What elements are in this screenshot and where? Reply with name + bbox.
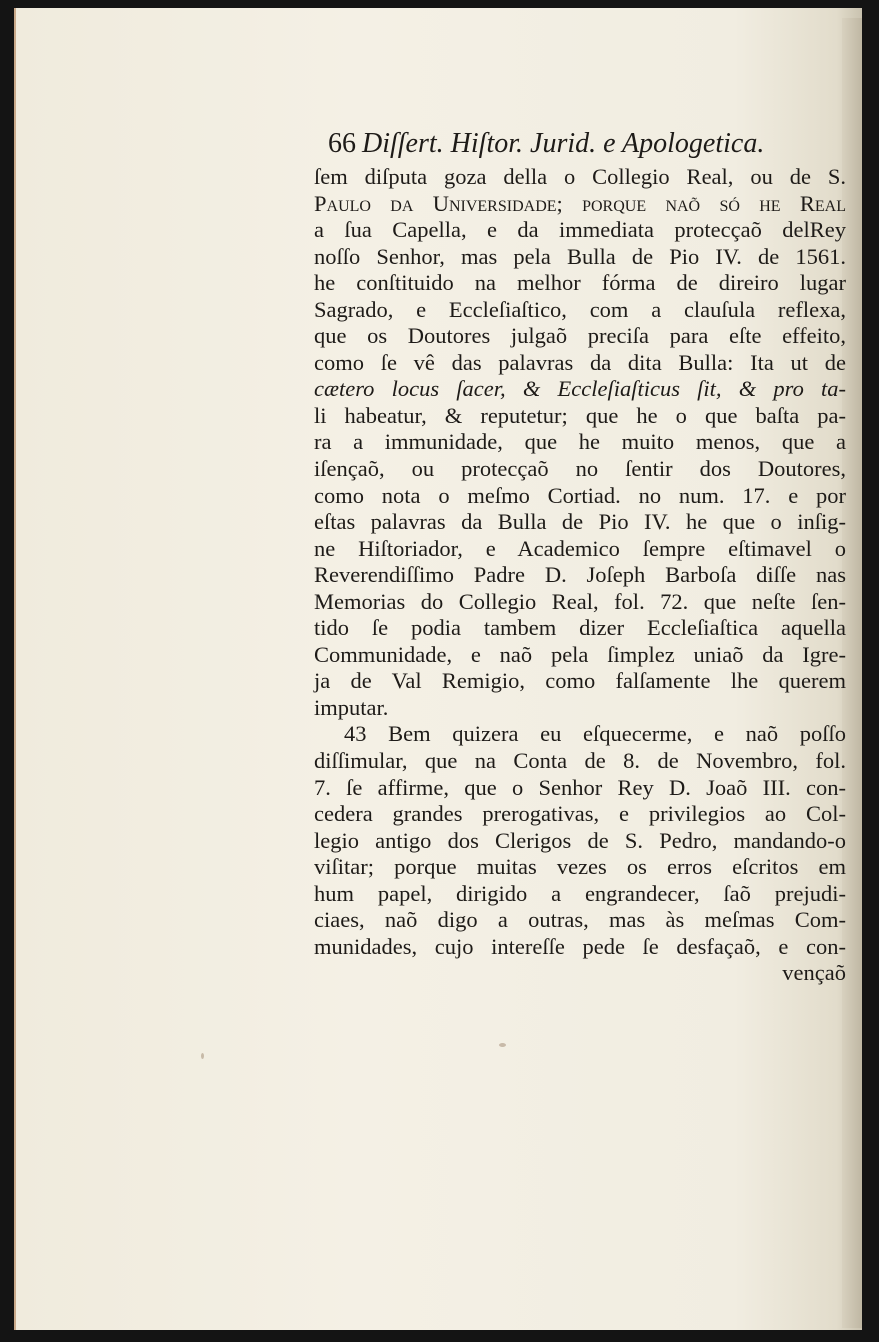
text-line: 43 Bem quizera eu eſquecerme, e naõ poſſo [344,721,846,747]
text-line: eſtas palavras da Bulla de Pio IV. he que o inſig- [314,509,846,535]
text-line: Memorias do Collegio Real, fol. 72. que neſte ſen- [314,588,846,614]
text-line: cedera grandes prerogativas, e privilegios ao Col- [314,801,846,827]
text-line: he conſtituido na melhor fórma de direiro lugar [314,270,846,296]
text-line: ja de Val Remigio, como falſamente lhe querem [314,668,846,694]
text-line: noſſo Senhor, mas pela Bulla de Pio IV. de 1561. [314,243,846,269]
text-line: Reverendiſſimo Padre D. Joſeph Barboſa diſſe nas [314,562,846,588]
text-line: Sagrado, e Eccleſiaſtico, com a clauſula reflexa, [314,296,846,322]
text-line: como ſe vê das palavras da dita Bulla: Ita ut de [314,349,846,375]
text-line: munidades, cujo intereſſe pede ſe desfaçaõ, e con- [314,933,846,959]
text-line: Communidade, e naõ pela ſimplez uniaõ da Igre- [314,641,846,667]
text-line: ra a immunidade, que he muito menos, que a [314,429,846,455]
text-line: imputar. [314,694,389,720]
text-line: como nota o meſmo Cortiad. no num. 17. e por [314,482,846,508]
text-line: viſitar; porque muitas vezes os erros eſcritos em [314,854,846,880]
text-line: hum papel, dirigido a engrandecer, ſaõ prejudi- [314,880,846,906]
catchword: vençaõ [782,960,846,986]
running-title: Diſſert. Hiſtor. Jurid. e Apologetica. [362,128,765,159]
ink-speck [201,1053,204,1059]
running-header [328,126,846,162]
text-line: que os Doutores julgaõ preciſa para eſte effeito, [314,323,846,349]
text-line: tido ſe podia tambem dizer Eccleſiaſtica aquella [314,615,846,641]
text-line: cætero locus ſacer, & Eccleſiaſticus ſit, & pro ta- [314,376,846,402]
text-line: legio antigo dos Clerigos de S. Pedro, mandando-o [314,827,846,853]
text-line: ſem diſputa goza della o Collegio Real, ou de S. [314,164,846,189]
page-text [314,126,846,987]
text-line: ne Hiſtoriador, e Academico ſempre eſtimavel o [314,535,846,561]
text-line: Paulo da Univerſidade; porque naõ ſó he Real [314,190,846,216]
text-line: li habeatur, & reputetur; que he o que baſta pa- [314,402,846,428]
text-line: a ſua Capella, e da immediata protecçaõ delRey [314,217,846,243]
page-number: 66 [328,128,356,159]
text-line: 7. ſe affirme, que o Senhor Rey D. Joaõ III. con- [314,774,846,800]
text-line: diſſimular, que na Conta de 8. de Novembro, fol. [314,748,846,774]
ink-speck [499,1043,506,1047]
book-page [14,8,862,1330]
text-line: iſençaõ, ou protecçaõ no ſentir dos Doutores, [314,456,846,482]
text-line: ciaes, naõ digo a outras, mas às meſmas Com- [314,907,846,933]
